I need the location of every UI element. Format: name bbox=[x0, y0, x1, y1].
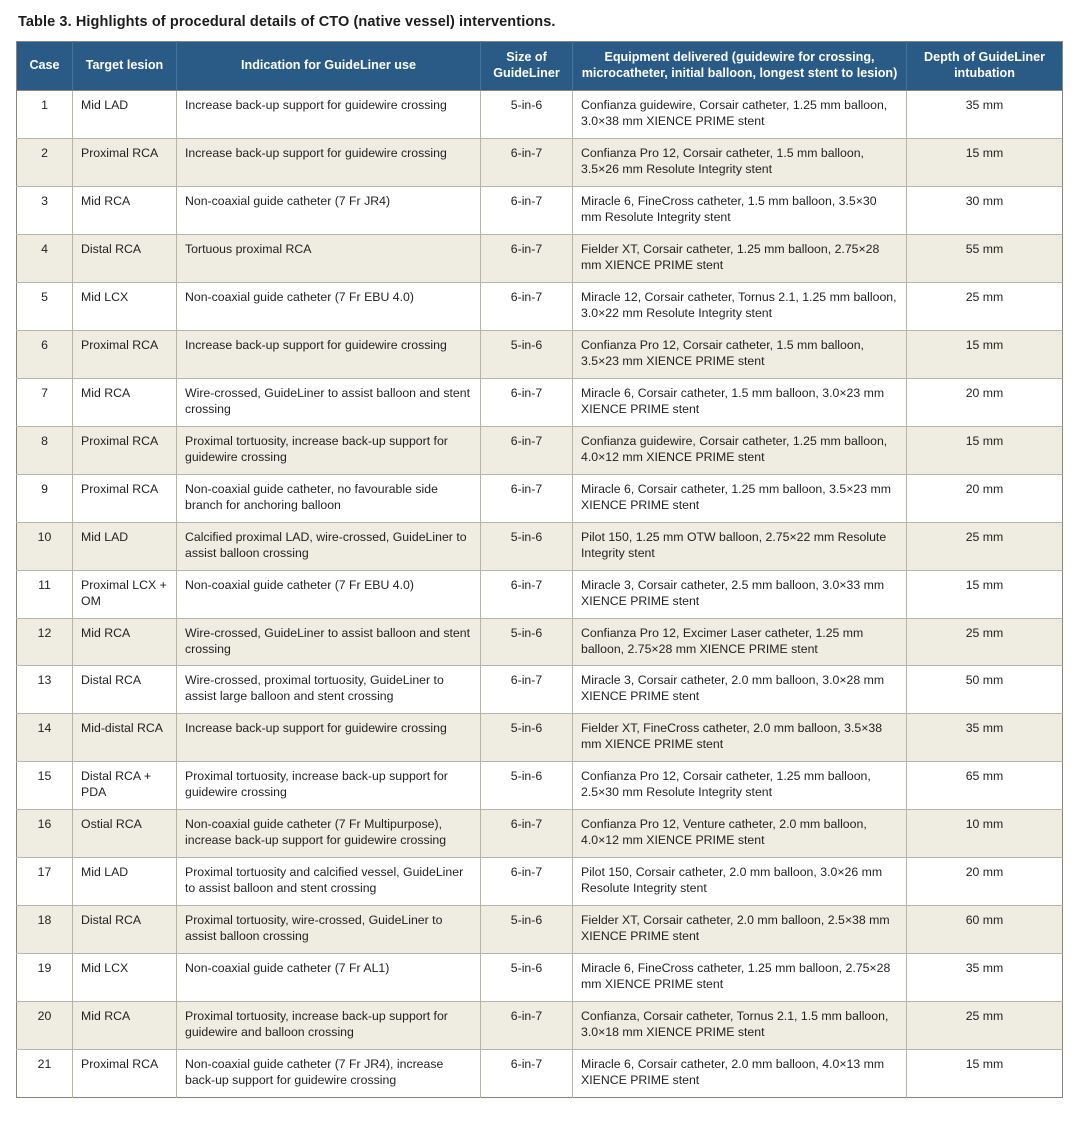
cell-indication: Increase back-up support for guidewire crossing bbox=[177, 138, 481, 186]
cell-indication: Increase back-up support for guidewire crossing bbox=[177, 330, 481, 378]
cell-size: 5-in-6 bbox=[481, 954, 573, 1002]
cell-size: 6-in-7 bbox=[481, 186, 573, 234]
cell-indication: Increase back-up support for guidewire crossing bbox=[177, 90, 481, 138]
table-row bbox=[17, 1002, 1063, 1050]
table-row bbox=[17, 954, 1063, 1002]
cell-target-lesion: Proximal RCA bbox=[73, 474, 177, 522]
cell-indication: Non-coaxial guide catheter, no favourable side branch for anchoring balloon bbox=[177, 474, 481, 522]
table-row bbox=[17, 474, 1063, 522]
cell-case: 17 bbox=[17, 858, 73, 906]
cell-case: 13 bbox=[17, 666, 73, 714]
cell-target-lesion: Mid RCA bbox=[73, 378, 177, 426]
cell-depth: 15 mm bbox=[907, 138, 1063, 186]
cell-equipment: Miracle 6, Corsair catheter, 1.25 mm balloon, 3.5×23 mm XIENCE PRIME stent bbox=[573, 474, 907, 522]
cell-target-lesion: Proximal LCX + OM bbox=[73, 570, 177, 618]
cell-indication: Increase back-up support for guidewire crossing bbox=[177, 714, 481, 762]
table-header bbox=[17, 42, 1063, 90]
cell-size: 5-in-6 bbox=[481, 90, 573, 138]
cell-equipment: Confianza Pro 12, Corsair catheter, 1.5 mm balloon, 3.5×26 mm Resolute Integrity stent bbox=[573, 138, 907, 186]
cell-target-lesion: Mid RCA bbox=[73, 186, 177, 234]
cell-depth: 55 mm bbox=[907, 234, 1063, 282]
cell-indication: Proximal tortuosity and calcified vessel, GuideLiner to assist balloon and stent crossing bbox=[177, 858, 481, 906]
table-row bbox=[17, 906, 1063, 954]
cell-size: 6-in-7 bbox=[481, 570, 573, 618]
cell-equipment: Miracle 6, Corsair catheter, 2.0 mm balloon, 4.0×13 mm XIENCE PRIME stent bbox=[573, 1050, 907, 1098]
cell-depth: 15 mm bbox=[907, 570, 1063, 618]
cell-case: 15 bbox=[17, 762, 73, 810]
cell-equipment: Confianza guidewire, Corsair catheter, 1.25 mm balloon, 3.0×38 mm XIENCE PRIME stent bbox=[573, 90, 907, 138]
cell-size: 6-in-7 bbox=[481, 138, 573, 186]
cell-equipment: Miracle 12, Corsair catheter, Tornus 2.1, 1.25 mm balloon, 3.0×22 mm Resolute Integrity stent bbox=[573, 282, 907, 330]
cell-equipment: Miracle 6, FineCross catheter, 1.5 mm balloon, 3.5×30 mm Resolute Integrity stent bbox=[573, 186, 907, 234]
cell-equipment: Miracle 6, FineCross catheter, 1.25 mm balloon, 2.75×28 mm XIENCE PRIME stent bbox=[573, 954, 907, 1002]
cell-indication: Proximal tortuosity, wire-crossed, GuideLiner to assist balloon crossing bbox=[177, 906, 481, 954]
cell-size: 6-in-7 bbox=[481, 1002, 573, 1050]
cell-equipment: Confianza Pro 12, Venture catheter, 2.0 mm balloon, 4.0×12 mm XIENCE PRIME stent bbox=[573, 810, 907, 858]
cell-equipment: Miracle 3, Corsair catheter, 2.0 mm balloon, 3.0×28 mm XIENCE PRIME stent bbox=[573, 666, 907, 714]
column-header-equipment: Equipment delivered (guidewire for crossing, microcatheter, initial balloon, longest stent to lesion) bbox=[573, 42, 907, 90]
cell-target-lesion: Mid LCX bbox=[73, 282, 177, 330]
cell-target-lesion: Distal RCA bbox=[73, 666, 177, 714]
cell-case: 10 bbox=[17, 522, 73, 570]
column-header-target-lesion: Target lesion bbox=[73, 42, 177, 90]
cell-case: 12 bbox=[17, 618, 73, 666]
cell-depth: 20 mm bbox=[907, 378, 1063, 426]
cell-target-lesion: Mid LAD bbox=[73, 522, 177, 570]
cell-case: 14 bbox=[17, 714, 73, 762]
cell-equipment: Confianza Pro 12, Excimer Laser catheter, 1.25 mm balloon, 2.75×28 mm XIENCE PRIME stent bbox=[573, 618, 907, 666]
cell-case: 1 bbox=[17, 90, 73, 138]
column-header-case: Case bbox=[17, 42, 73, 90]
cell-size: 6-in-7 bbox=[481, 474, 573, 522]
cell-depth: 25 mm bbox=[907, 282, 1063, 330]
table-row bbox=[17, 378, 1063, 426]
cell-depth: 35 mm bbox=[907, 714, 1063, 762]
cell-indication: Non-coaxial guide catheter (7 Fr JR4) bbox=[177, 186, 481, 234]
cell-depth: 10 mm bbox=[907, 810, 1063, 858]
cell-target-lesion: Ostial RCA bbox=[73, 810, 177, 858]
cell-size: 5-in-6 bbox=[481, 906, 573, 954]
cell-size: 5-in-6 bbox=[481, 618, 573, 666]
table-row bbox=[17, 858, 1063, 906]
cell-equipment: Confianza Pro 12, Corsair catheter, 1.5 mm balloon, 3.5×23 mm XIENCE PRIME stent bbox=[573, 330, 907, 378]
cell-depth: 25 mm bbox=[907, 618, 1063, 666]
cell-depth: 25 mm bbox=[907, 522, 1063, 570]
cell-target-lesion: Mid RCA bbox=[73, 1002, 177, 1050]
cell-size: 6-in-7 bbox=[481, 1050, 573, 1098]
cell-indication: Proximal tortuosity, increase back-up support for guidewire and balloon crossing bbox=[177, 1002, 481, 1050]
cell-depth: 15 mm bbox=[907, 426, 1063, 474]
procedural-details-table bbox=[16, 41, 1063, 1098]
cell-case: 3 bbox=[17, 186, 73, 234]
cell-size: 6-in-7 bbox=[481, 426, 573, 474]
cell-case: 18 bbox=[17, 906, 73, 954]
cell-depth: 60 mm bbox=[907, 906, 1063, 954]
cell-indication: Wire-crossed, GuideLiner to assist balloon and stent crossing bbox=[177, 618, 481, 666]
column-header-depth: Depth of GuideLiner intubation bbox=[907, 42, 1063, 90]
table-body bbox=[17, 90, 1063, 1097]
cell-size: 6-in-7 bbox=[481, 810, 573, 858]
cell-case: 11 bbox=[17, 570, 73, 618]
table-caption: Table 3. Highlights of procedural details of CTO (native vessel) interventions. bbox=[18, 14, 556, 30]
table-row bbox=[17, 570, 1063, 618]
cell-target-lesion: Mid-distal RCA bbox=[73, 714, 177, 762]
cell-case: 8 bbox=[17, 426, 73, 474]
cell-equipment: Miracle 3, Corsair catheter, 2.5 mm balloon, 3.0×33 mm XIENCE PRIME stent bbox=[573, 570, 907, 618]
table-row bbox=[17, 330, 1063, 378]
cell-indication: Tortuous proximal RCA bbox=[177, 234, 481, 282]
cell-equipment: Fielder XT, Corsair catheter, 2.0 mm balloon, 2.5×38 mm XIENCE PRIME stent bbox=[573, 906, 907, 954]
column-header-size: Size of GuideLiner bbox=[481, 42, 573, 90]
cell-case: 21 bbox=[17, 1050, 73, 1098]
table-header-row bbox=[17, 42, 1063, 90]
cell-size: 5-in-6 bbox=[481, 330, 573, 378]
cell-equipment: Confianza Pro 12, Corsair catheter, 1.25 mm balloon, 2.5×30 mm Resolute Integrity stent bbox=[573, 762, 907, 810]
cell-depth: 20 mm bbox=[907, 474, 1063, 522]
cell-case: 19 bbox=[17, 954, 73, 1002]
cell-case: 7 bbox=[17, 378, 73, 426]
cell-equipment: Confianza guidewire, Corsair catheter, 1.25 mm balloon, 4.0×12 mm XIENCE PRIME stent bbox=[573, 426, 907, 474]
cell-size: 6-in-7 bbox=[481, 666, 573, 714]
cell-equipment: Pilot 150, Corsair catheter, 2.0 mm balloon, 3.0×26 mm Resolute Integrity stent bbox=[573, 858, 907, 906]
cell-target-lesion: Mid LAD bbox=[73, 90, 177, 138]
table-row bbox=[17, 714, 1063, 762]
column-header-indication: Indication for GuideLiner use bbox=[177, 42, 481, 90]
cell-depth: 30 mm bbox=[907, 186, 1063, 234]
cell-indication: Non-coaxial guide catheter (7 Fr EBU 4.0) bbox=[177, 570, 481, 618]
table-row bbox=[17, 1050, 1063, 1098]
cell-size: 5-in-6 bbox=[481, 522, 573, 570]
table-row bbox=[17, 138, 1063, 186]
cell-case: 6 bbox=[17, 330, 73, 378]
cell-indication: Wire-crossed, GuideLiner to assist balloon and stent crossing bbox=[177, 378, 481, 426]
cell-indication: Non-coaxial guide catheter (7 Fr AL1) bbox=[177, 954, 481, 1002]
cell-equipment: Confianza, Corsair catheter, Tornus 2.1, 1.5 mm balloon, 3.0×18 mm XIENCE PRIME stent bbox=[573, 1002, 907, 1050]
cell-target-lesion: Proximal RCA bbox=[73, 330, 177, 378]
table-row bbox=[17, 426, 1063, 474]
cell-equipment: Miracle 6, Corsair catheter, 1.5 mm balloon, 3.0×23 mm XIENCE PRIME stent bbox=[573, 378, 907, 426]
cell-target-lesion: Proximal RCA bbox=[73, 1050, 177, 1098]
table-row bbox=[17, 282, 1063, 330]
table-row bbox=[17, 186, 1063, 234]
cell-depth: 50 mm bbox=[907, 666, 1063, 714]
cell-depth: 35 mm bbox=[907, 90, 1063, 138]
cell-size: 6-in-7 bbox=[481, 378, 573, 426]
cell-indication: Proximal tortuosity, increase back-up support for guidewire crossing bbox=[177, 762, 481, 810]
cell-size: 5-in-6 bbox=[481, 714, 573, 762]
cell-size: 6-in-7 bbox=[481, 858, 573, 906]
cell-target-lesion: Proximal RCA bbox=[73, 426, 177, 474]
cell-indication: Wire-crossed, proximal tortuosity, GuideLiner to assist large balloon and stent crossing bbox=[177, 666, 481, 714]
cell-depth: 35 mm bbox=[907, 954, 1063, 1002]
cell-depth: 25 mm bbox=[907, 1002, 1063, 1050]
cell-target-lesion: Mid RCA bbox=[73, 618, 177, 666]
cell-target-lesion: Distal RCA + PDA bbox=[73, 762, 177, 810]
table-row bbox=[17, 810, 1063, 858]
cell-size: 5-in-6 bbox=[481, 762, 573, 810]
table-row bbox=[17, 666, 1063, 714]
cell-depth: 20 mm bbox=[907, 858, 1063, 906]
cell-equipment: Pilot 150, 1.25 mm OTW balloon, 2.75×22 mm Resolute Integrity stent bbox=[573, 522, 907, 570]
cell-equipment: Fielder XT, Corsair catheter, 1.25 mm balloon, 2.75×28 mm XIENCE PRIME stent bbox=[573, 234, 907, 282]
table-row bbox=[17, 234, 1063, 282]
cell-indication: Non-coaxial guide catheter (7 Fr JR4), increase back-up support for guidewire crossing bbox=[177, 1050, 481, 1098]
table-row bbox=[17, 522, 1063, 570]
cell-case: 9 bbox=[17, 474, 73, 522]
table-row bbox=[17, 762, 1063, 810]
cell-indication: Non-coaxial guide catheter (7 Fr EBU 4.0) bbox=[177, 282, 481, 330]
table-row bbox=[17, 618, 1063, 666]
cell-size: 6-in-7 bbox=[481, 282, 573, 330]
table-row bbox=[17, 90, 1063, 138]
cell-target-lesion: Proximal RCA bbox=[73, 138, 177, 186]
cell-target-lesion: Mid LAD bbox=[73, 858, 177, 906]
cell-depth: 15 mm bbox=[907, 1050, 1063, 1098]
cell-indication: Non-coaxial guide catheter (7 Fr Multipurpose), increase back-up support for guidewire crossing bbox=[177, 810, 481, 858]
cell-indication: Proximal tortuosity, increase back-up support for guidewire crossing bbox=[177, 426, 481, 474]
cell-case: 5 bbox=[17, 282, 73, 330]
cell-case: 20 bbox=[17, 1002, 73, 1050]
cell-indication: Calcified proximal LAD, wire-crossed, GuideLiner to assist balloon crossing bbox=[177, 522, 481, 570]
cell-equipment: Fielder XT, FineCross catheter, 2.0 mm balloon, 3.5×38 mm XIENCE PRIME stent bbox=[573, 714, 907, 762]
cell-target-lesion: Mid LCX bbox=[73, 954, 177, 1002]
cell-case: 4 bbox=[17, 234, 73, 282]
cell-depth: 15 mm bbox=[907, 330, 1063, 378]
cell-size: 6-in-7 bbox=[481, 234, 573, 282]
cell-depth: 65 mm bbox=[907, 762, 1063, 810]
cell-target-lesion: Distal RCA bbox=[73, 234, 177, 282]
cell-case: 16 bbox=[17, 810, 73, 858]
cell-case: 2 bbox=[17, 138, 73, 186]
cell-target-lesion: Distal RCA bbox=[73, 906, 177, 954]
